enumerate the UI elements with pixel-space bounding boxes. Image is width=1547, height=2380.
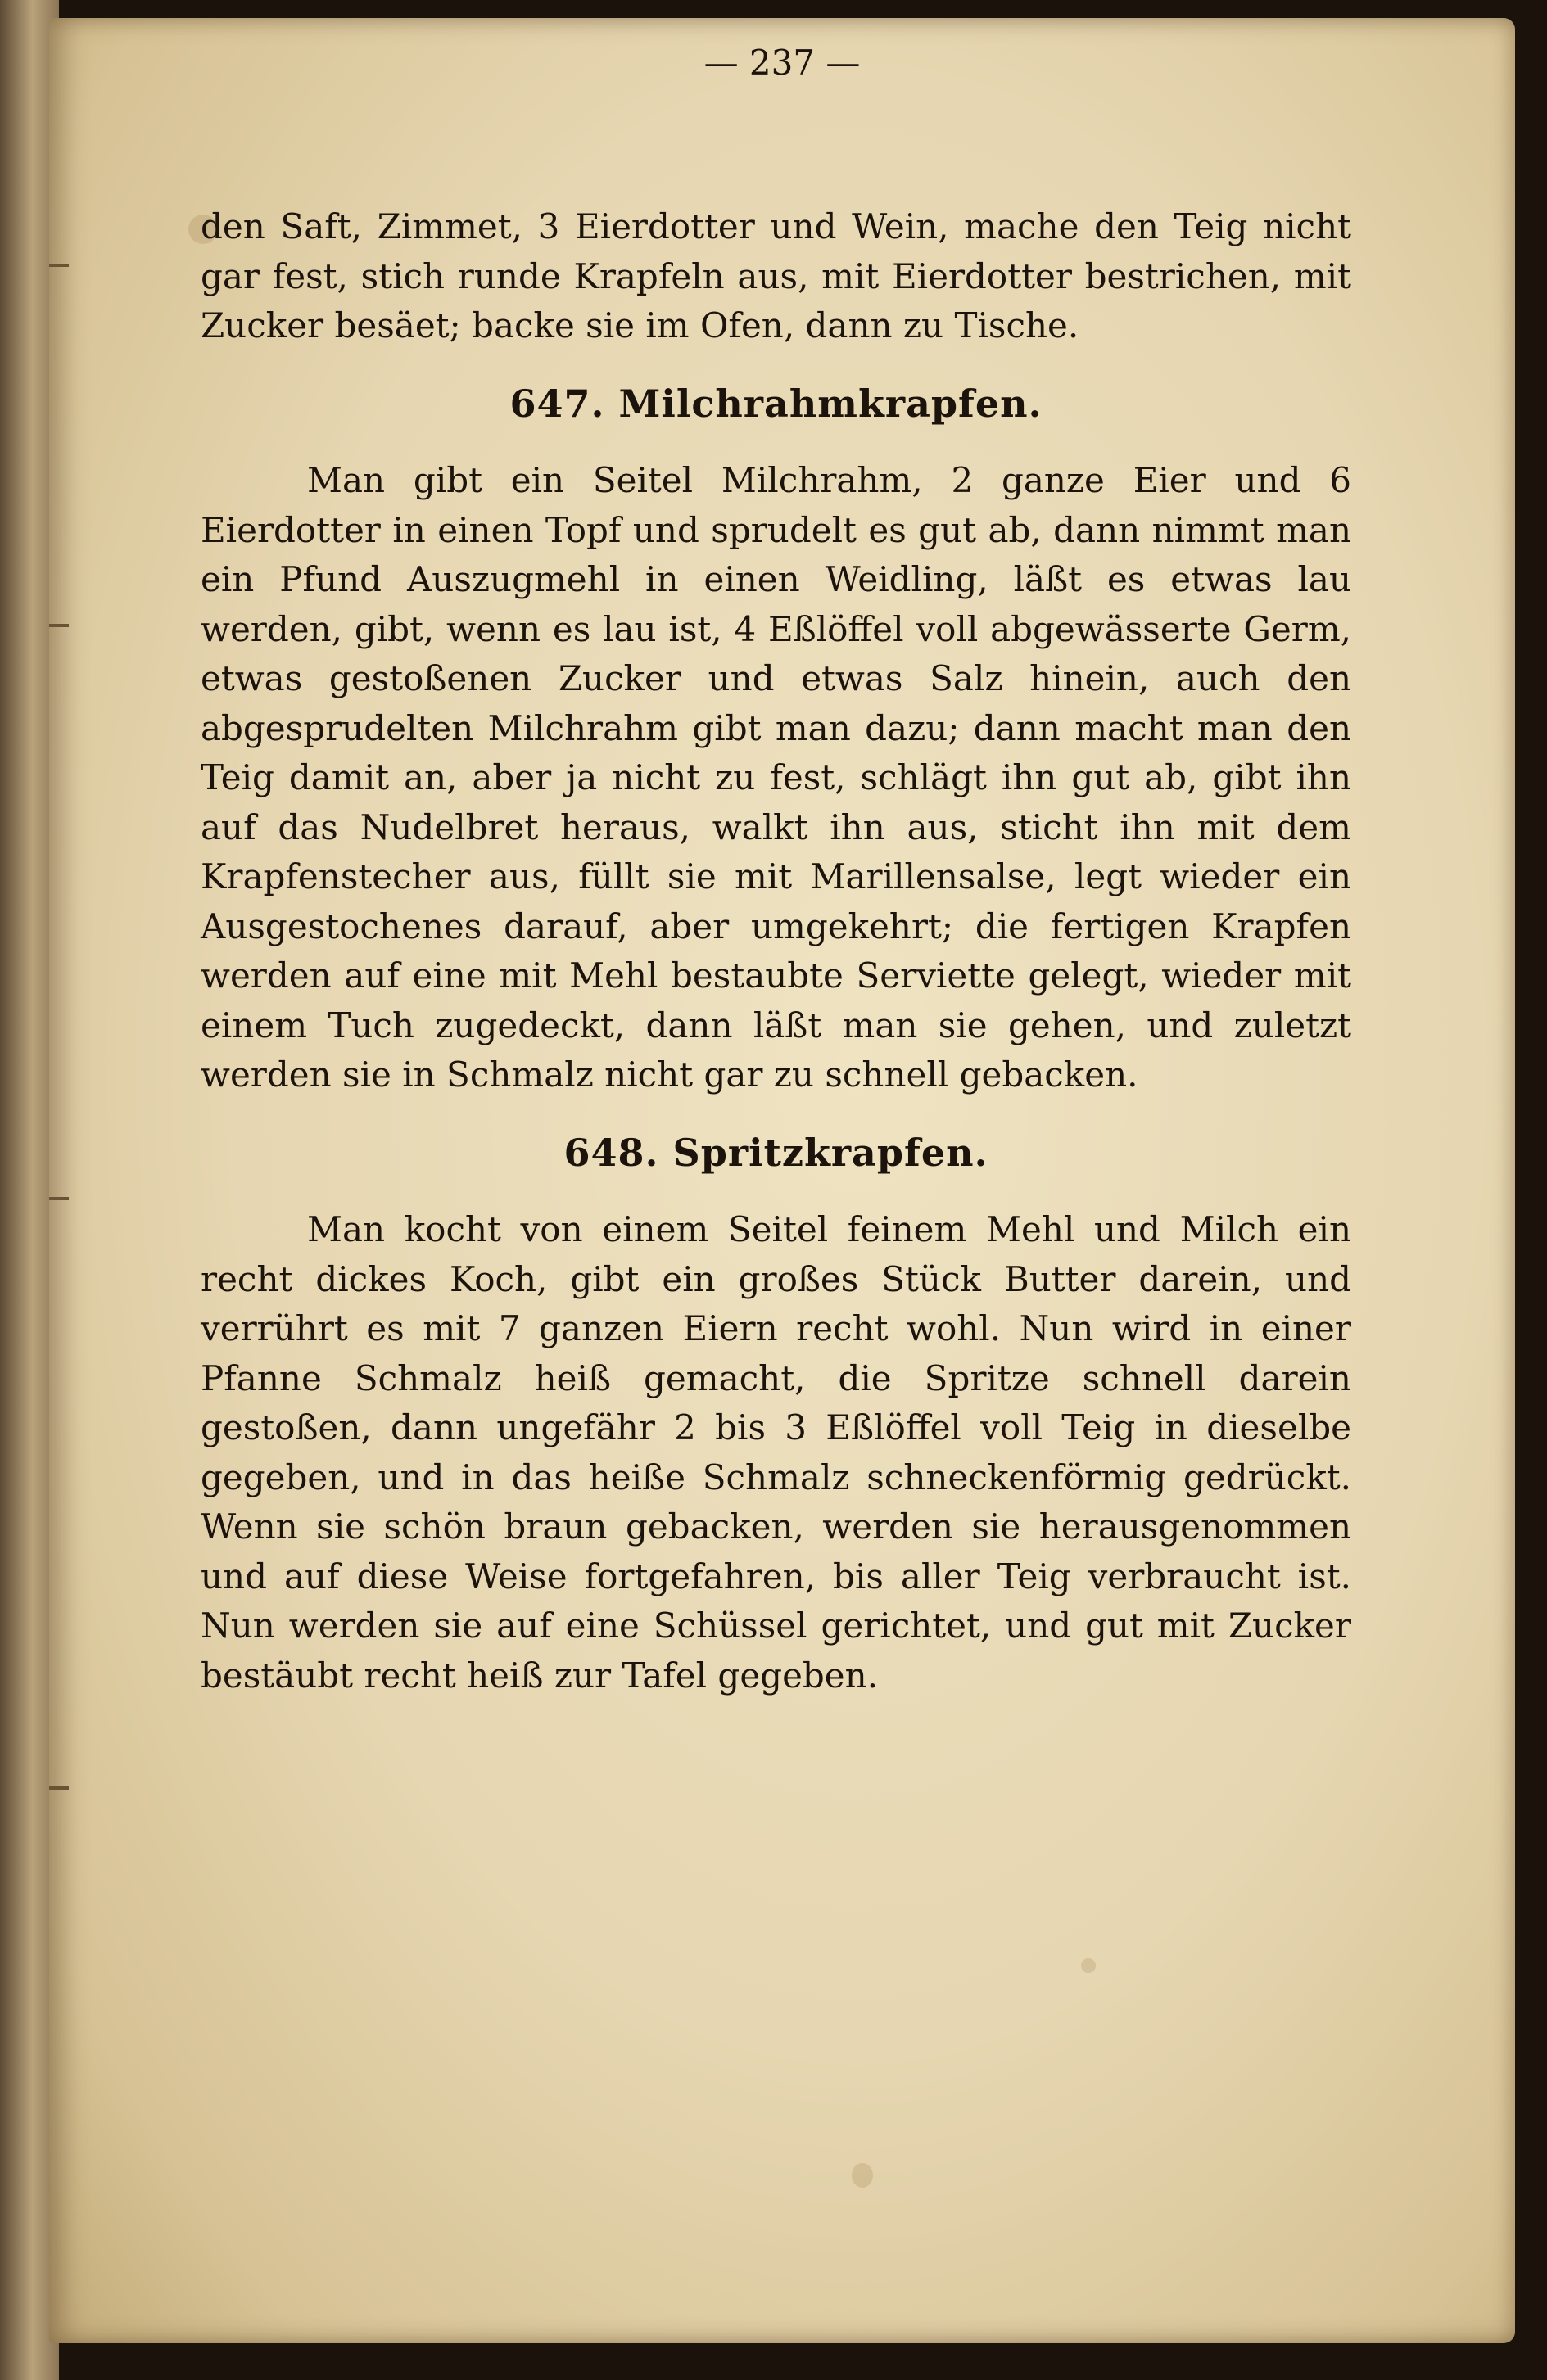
binding-tick xyxy=(49,1786,69,1790)
paper-stain xyxy=(852,2163,873,2188)
binding-tick xyxy=(49,1197,69,1200)
binding-tick xyxy=(49,624,69,627)
intro-paragraph: den Saft, Zimmet, 3 Eierdotter und Wein, mache den Teig nicht gar fest, stich runde Krapfeln aus, mit Eierdotter bestrichen, mit Zucker besäet; backe sie im Ofen, dann zu Tische. xyxy=(201,206,1351,345)
book-page xyxy=(49,18,1515,2343)
page-number: — 237 — xyxy=(703,43,861,83)
recipe-text-647: Man gibt ein Seitel Milchrahm, 2 ganze Eier und 6 Eierdotter in einen Topf und sprudelt es gut ab, dann nimmt man ein Pfund Auszugmehl in einen Weidling, läßt es etwas lau werden, gibt, wenn es lau ist, 4 Eßlöffel voll abgewässerte Germ, etwas gestoßenen Zucker und etwas Salz hinein, auch den abgesprudelten Milchrahm gibt man dazu; dann macht man den Teig damit an, aber ja nicht zu fest, schlägt ihn gut ab, gibt ihn auf das Nudelbret heraus, walkt ihn aus, sticht ihn mit dem Krapfenstecher aus, füllt sie mit Marillensalse, legt wieder ein Ausgestochenes darauf, aber umgekehrt; die fertigen Krapfen werden auf eine mit Mehl bestaubte Serviette gelegt, wieder mit einem Tuch zugedeckt, dann läßt man sie gehen, und zuletzt werden sie in Schmalz nicht gar zu schnell gebacken. xyxy=(201,460,1351,1095)
binding-tick xyxy=(49,264,69,267)
page-text xyxy=(201,202,1351,1700)
recipe-heading-648: 648. Spritzkrapfen. xyxy=(563,1130,988,1175)
paper-stain xyxy=(1081,1958,1096,1973)
recipe-heading-647: 647. Milchrahmkrapfen. xyxy=(509,381,1043,426)
recipe-text-648: Man kocht von einem Seitel feinem Mehl und Milch ein recht dickes Koch, gibt ein großes Stück Butter darein, und verrührt es mit 7 ganzen Eiern recht wohl. Nun wird in einer Pfanne Schmalz heiß gemacht, die Spritze schnell darein gestoßen, dann ungefähr 2 bis 3 Eßlöffel voll Teig in dieselbe gegeben, und in das heiße Schmalz schneckenförmig gedrückt. Wenn sie schön braun gebacken, werden sie herausgenommen und auf diese Weise fortgefahren, bis aller Teig verbraucht ist. Nun werden sie auf eine Schüssel gerichtet, und gut mit Zucker bestäubt recht heiß zur Tafel gegeben. xyxy=(201,1209,1351,1696)
binding-marks xyxy=(49,18,123,2343)
